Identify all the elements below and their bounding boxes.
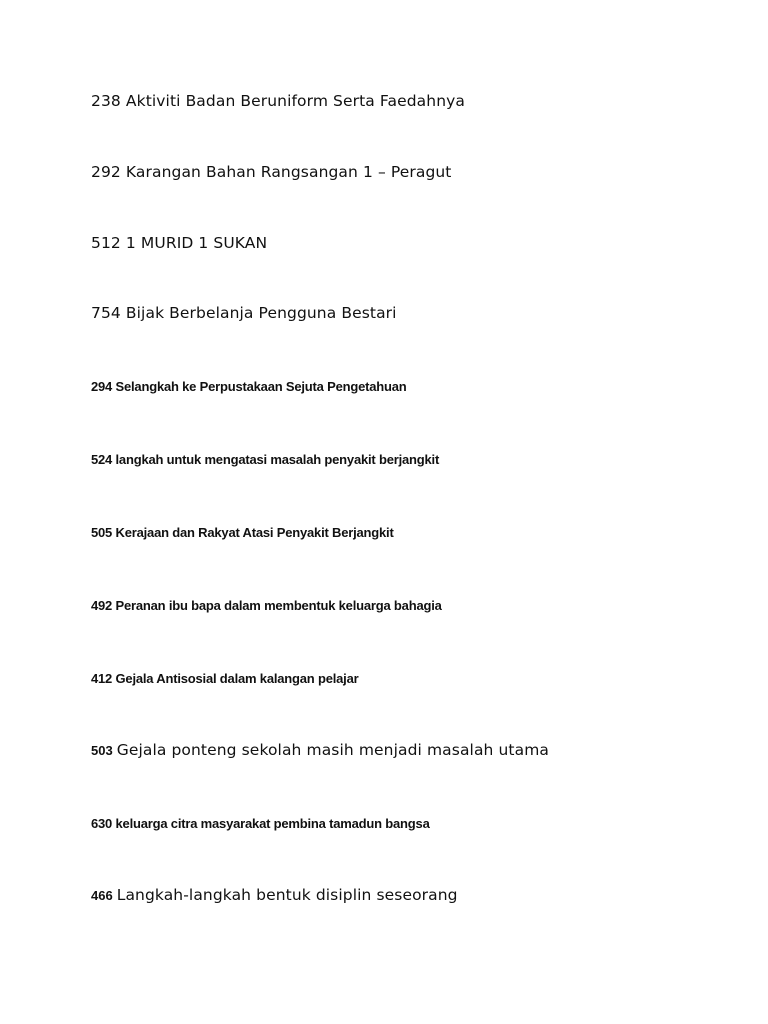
- item-number: 754: [91, 304, 121, 322]
- list-item: [91, 453, 439, 466]
- item-title: Bijak Berbelanja Pengguna Bestari: [125, 304, 397, 322]
- item-title: keluarga citra masyarakat pembina tamadun bangsa: [115, 816, 430, 831]
- item-title: Langkah-langkah bentuk disiplin seseorang: [116, 886, 458, 904]
- item-number: 505: [91, 525, 113, 540]
- list-item: [91, 306, 397, 322]
- list-item: [91, 94, 465, 110]
- item-number: 512: [91, 234, 121, 252]
- list-item: [91, 743, 549, 759]
- item-number: 503: [91, 743, 113, 758]
- item-number: 524: [91, 452, 113, 467]
- item-title: Karangan Bahan Rangsangan 1 – Peragut: [125, 163, 452, 181]
- item-title: Gejala Antisosial dalam kalangan pelajar: [115, 671, 359, 686]
- item-title: Selangkah ke Perpustakaan Sejuta Pengetahuan: [115, 379, 407, 394]
- list-item: [91, 599, 442, 612]
- item-title: Gejala ponteng sekolah masih menjadi masalah utama: [116, 741, 549, 759]
- item-number: 292: [91, 163, 121, 181]
- item-title: Kerajaan dan Rakyat Atasi Penyakit Berjangkit: [115, 525, 394, 540]
- list-item: [91, 888, 458, 904]
- item-title: Peranan ibu bapa dalam membentuk keluarga bahagia: [115, 598, 442, 613]
- item-number: 466: [91, 888, 113, 903]
- list-item: [91, 817, 430, 830]
- item-number: 630: [91, 816, 113, 831]
- list-item: [91, 236, 267, 252]
- list-item: [91, 380, 407, 393]
- item-number: 412: [91, 671, 113, 686]
- list-item: [91, 672, 358, 685]
- list-item: [91, 526, 394, 539]
- list-item: [91, 165, 451, 181]
- item-number: 492: [91, 598, 113, 613]
- item-title: Aktiviti Badan Beruniform Serta Faedahnya: [125, 92, 465, 110]
- item-title: langkah untuk mengatasi masalah penyakit berjangkit: [115, 452, 440, 467]
- item-number: 238: [91, 92, 121, 110]
- item-title: 1 MURID 1 SUKAN: [125, 234, 268, 252]
- item-number: 294: [91, 379, 113, 394]
